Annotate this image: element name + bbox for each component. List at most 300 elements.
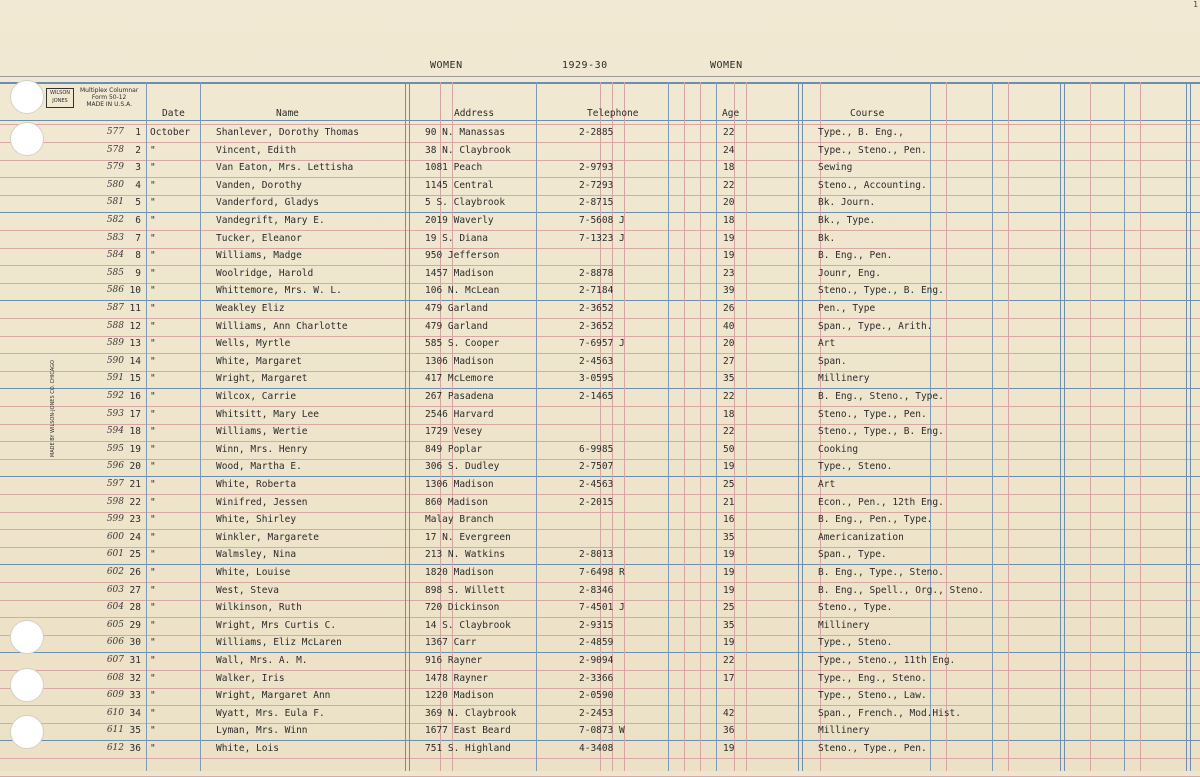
address-cell: 2546 Harvard <box>425 409 494 420</box>
form-line-1: Multiplex Columnar <box>80 87 139 94</box>
line-number: 19 <box>129 444 141 455</box>
date-cell: " <box>150 532 156 543</box>
header-left: WOMEN <box>430 60 463 71</box>
table-row <box>0 303 1200 320</box>
table-row <box>0 356 1200 373</box>
table-row <box>0 338 1200 355</box>
table-row <box>0 409 1200 426</box>
age-cell: 21 <box>723 497 735 508</box>
name-cell: Winifred, Jessen <box>216 497 308 508</box>
date-cell: " <box>150 409 156 420</box>
line-number: 33 <box>129 690 141 701</box>
record-number: 605 <box>106 620 124 630</box>
course-cell: Econ., Pen., 12th Eng. <box>818 497 944 508</box>
course-cell: Steno., Type. <box>818 602 893 613</box>
course-cell: Bk. Journ. <box>818 197 876 208</box>
address-cell: 751 S. Highland <box>425 743 511 754</box>
telephone-cell: 2-4563 <box>579 479 614 490</box>
date-cell: " <box>150 549 156 560</box>
age-cell: 19 <box>723 549 735 560</box>
telephone-cell: 2-4563 <box>579 356 614 367</box>
name-cell: Vanden, Dorothy <box>216 180 302 191</box>
address-cell: 19 S. Diana <box>425 233 488 244</box>
telephone-cell: 2-9094 <box>579 655 614 666</box>
address-cell: 898 S. Willett <box>425 585 506 596</box>
line-number: 10 <box>129 285 141 296</box>
telephone-cell: 2-2015 <box>579 497 614 508</box>
age-cell: 26 <box>723 303 735 314</box>
line-number: 21 <box>129 479 141 490</box>
date-cell: " <box>150 479 156 490</box>
course-cell: B. Eng., Spell., Org., Steno. <box>818 585 984 596</box>
age-cell: 25 <box>723 602 735 613</box>
name-cell: Wright, Mrs Curtis C. <box>216 620 337 631</box>
age-cell: 16 <box>723 514 735 525</box>
age-cell: 20 <box>723 338 735 349</box>
age-cell: 18 <box>723 162 735 173</box>
record-number: 593 <box>106 409 124 419</box>
table-row <box>0 373 1200 390</box>
date-cell: " <box>150 285 156 296</box>
age-cell: 19 <box>723 567 735 578</box>
course-cell: Jounr, Eng. <box>818 268 881 279</box>
line-number: 29 <box>129 620 141 631</box>
telephone-cell: 2-8715 <box>579 197 614 208</box>
name-cell: White, Margaret <box>216 356 302 367</box>
line-number: 30 <box>129 637 141 648</box>
age-cell: 42 <box>723 708 735 719</box>
age-cell: 40 <box>723 321 735 332</box>
table-row <box>0 321 1200 338</box>
telephone-cell: 2-4859 <box>579 637 614 648</box>
table-row <box>0 197 1200 214</box>
record-number: 587 <box>106 303 124 313</box>
line-number: 35 <box>129 725 141 736</box>
record-number: 577 <box>106 127 124 137</box>
line-number: 12 <box>129 321 141 332</box>
address-cell: 479 Garland <box>425 303 488 314</box>
address-cell: 1820 Madison <box>425 567 494 578</box>
date-cell: " <box>150 321 156 332</box>
address-cell: 950 Jefferson <box>425 250 500 261</box>
telephone-cell: 2-8013 <box>579 549 614 560</box>
line-number: 23 <box>129 514 141 525</box>
record-number: 609 <box>106 690 124 700</box>
age-cell: 19 <box>723 743 735 754</box>
table-row <box>0 567 1200 584</box>
table-row <box>0 215 1200 232</box>
age-cell: 18 <box>723 409 735 420</box>
record-number: 580 <box>106 180 124 190</box>
date-cell: " <box>150 497 156 508</box>
address-cell: 1729 Vesey <box>425 426 483 437</box>
age-cell: 19 <box>723 250 735 261</box>
course-cell: Millinery <box>818 725 870 736</box>
course-cell: Steno., Type., B. Eng. <box>818 426 944 437</box>
address-cell: 916 Rayner <box>425 655 483 666</box>
line-number: 5 <box>135 197 141 208</box>
date-cell: " <box>150 268 156 279</box>
address-cell: 860 Madison <box>425 497 488 508</box>
course-cell: Steno., Type., B. Eng. <box>818 285 944 296</box>
address-cell: 1145 Central <box>425 180 494 191</box>
course-cell: Millinery <box>818 620 870 631</box>
telephone-cell: 6-9985 <box>579 444 614 455</box>
table-row <box>0 673 1200 690</box>
maker-note: MADE BY WILSON-JONES CO. CHICAGO <box>50 360 56 458</box>
telephone-cell: 2-7293 <box>579 180 614 191</box>
line-number: 16 <box>129 391 141 402</box>
table-row <box>0 162 1200 179</box>
name-cell: Whittemore, Mrs. W. L. <box>216 285 342 296</box>
address-cell: 720 Dickinson <box>425 602 500 613</box>
date-cell: " <box>150 162 156 173</box>
name-cell: Walmsley, Nina <box>216 549 297 560</box>
date-cell: " <box>150 215 156 226</box>
line-number: 36 <box>129 743 141 754</box>
telephone-cell: 3-0595 <box>579 373 614 384</box>
telephone-cell: 2-9793 <box>579 162 614 173</box>
table-row <box>0 708 1200 725</box>
age-cell: 23 <box>723 268 735 279</box>
telephone-cell: 2-3652 <box>579 321 614 332</box>
name-cell: Walker, Iris <box>216 673 285 684</box>
date-cell: " <box>150 673 156 684</box>
wilson-jones-logo <box>46 88 74 108</box>
record-number: 597 <box>106 479 124 489</box>
table-row <box>0 602 1200 619</box>
line-number: 15 <box>129 373 141 384</box>
table-row <box>0 637 1200 654</box>
name-cell: White, Roberta <box>216 479 297 490</box>
name-cell: Vincent, Edith <box>216 145 297 156</box>
record-number: 602 <box>106 567 124 577</box>
address-cell: 90 N. Manassas <box>425 127 506 138</box>
name-cell: Vanderford, Gladys <box>216 197 319 208</box>
name-cell: Wilkinson, Ruth <box>216 602 302 613</box>
address-cell: 38 N. Claybrook <box>425 145 511 156</box>
line-number: 13 <box>129 338 141 349</box>
age-cell: 22 <box>723 180 735 191</box>
age-cell: 19 <box>723 461 735 472</box>
corner-mark: 1 <box>1193 0 1198 9</box>
date-cell: " <box>150 356 156 367</box>
address-cell: 14 S. Claybrook <box>425 620 511 631</box>
address-cell: 5 S. Claybrook <box>425 197 506 208</box>
telephone-cell: 2-9315 <box>579 620 614 631</box>
name-cell: Wall, Mrs. A. M. <box>216 655 308 666</box>
address-cell: 1220 Madison <box>425 690 494 701</box>
col-header-course: Course <box>850 108 885 119</box>
name-cell: Wyatt, Mrs. Eula F. <box>216 708 325 719</box>
course-cell: Millinery <box>818 373 870 384</box>
course-cell: Bk. <box>818 233 836 244</box>
name-cell: White, Shirley <box>216 514 297 525</box>
record-number: 578 <box>106 145 124 155</box>
name-cell: Winn, Mrs. Henry <box>216 444 308 455</box>
age-cell: 22 <box>723 127 735 138</box>
col-header-age: Age <box>722 108 740 119</box>
address-cell: 479 Garland <box>425 321 488 332</box>
line-number: 24 <box>129 532 141 543</box>
telephone-cell: 2-3366 <box>579 673 614 684</box>
table-row <box>0 285 1200 302</box>
table-row <box>0 743 1200 760</box>
telephone-cell: 2-3652 <box>579 303 614 314</box>
telephone-cell: 2-7184 <box>579 285 614 296</box>
address-cell: 585 S. Cooper <box>425 338 500 349</box>
record-number: 589 <box>106 338 124 348</box>
record-number: 591 <box>106 373 124 383</box>
line-number: 17 <box>129 409 141 420</box>
date-cell: " <box>150 567 156 578</box>
line-number: 28 <box>129 602 141 613</box>
age-cell: 35 <box>723 532 735 543</box>
record-number: 584 <box>106 250 124 260</box>
record-number: 611 <box>106 725 124 735</box>
date-cell: " <box>150 180 156 191</box>
name-cell: Tucker, Eleanor <box>216 233 302 244</box>
line-number: 34 <box>129 708 141 719</box>
age-cell: 22 <box>723 426 735 437</box>
age-cell: 35 <box>723 620 735 631</box>
telephone-cell: 7-0873 W <box>579 725 625 736</box>
course-cell: Type., Steno. <box>818 637 893 648</box>
address-cell: 306 S. Dudley <box>425 461 500 472</box>
record-number: 596 <box>106 461 124 471</box>
col-header-address: Address <box>454 108 495 119</box>
name-cell: Weakley Eliz <box>216 303 285 314</box>
address-cell: 213 N. Watkins <box>425 549 506 560</box>
name-cell: Wright, Margaret Ann <box>216 690 331 701</box>
line-number: 32 <box>129 673 141 684</box>
age-cell: 39 <box>723 285 735 296</box>
course-cell: B. Eng., Pen. <box>818 250 893 261</box>
table-row <box>0 620 1200 637</box>
top-rule <box>0 76 1200 77</box>
line-number: 31 <box>129 655 141 666</box>
course-cell: Cooking <box>818 444 859 455</box>
record-number: 581 <box>106 197 124 207</box>
table-row <box>0 127 1200 144</box>
table-row <box>0 461 1200 478</box>
line-number: 2 <box>135 145 141 156</box>
name-cell: West, Steva <box>216 585 279 596</box>
address-cell: 17 N. Evergreen <box>425 532 511 543</box>
date-cell: " <box>150 655 156 666</box>
age-cell: 19 <box>723 637 735 648</box>
date-cell: " <box>150 690 156 701</box>
record-number: 594 <box>106 426 124 436</box>
course-cell: Pen., Type <box>818 303 876 314</box>
course-cell: Art <box>818 338 836 349</box>
telephone-cell: 2-2885 <box>579 127 614 138</box>
age-cell: 24 <box>723 145 735 156</box>
table-row <box>0 426 1200 443</box>
name-cell: Williams, Eliz McLaren <box>216 637 342 648</box>
form-line-2: Form 50-12 <box>91 94 127 101</box>
name-cell: Whitsitt, Mary Lee <box>216 409 319 420</box>
line-number: 11 <box>129 303 141 314</box>
line-number: 26 <box>129 567 141 578</box>
name-cell: Van Eaton, Mrs. Lettisha <box>216 162 354 173</box>
form-info <box>80 87 138 108</box>
address-cell: 1677 East Beard <box>425 725 511 736</box>
name-cell: Wilcox, Carrie <box>216 391 297 402</box>
header-year: 1929-30 <box>562 60 608 71</box>
line-number: 18 <box>129 426 141 437</box>
date-cell: " <box>150 250 156 261</box>
name-cell: White, Louise <box>216 567 291 578</box>
age-cell: 27 <box>723 356 735 367</box>
line-number: 3 <box>135 162 141 173</box>
col-header-name: Name <box>276 108 299 119</box>
address-cell: 1306 Madison <box>425 479 494 490</box>
age-cell: 20 <box>723 197 735 208</box>
line-number: 4 <box>135 180 141 191</box>
record-number: 606 <box>106 637 124 647</box>
date-cell: " <box>150 585 156 596</box>
record-number: 607 <box>106 655 124 665</box>
line-number: 9 <box>135 268 141 279</box>
age-cell: 25 <box>723 479 735 490</box>
line-number: 1 <box>135 127 141 138</box>
telephone-cell: 2-0590 <box>579 690 614 701</box>
course-cell: Steno., Type., Pen. <box>818 743 927 754</box>
table-row <box>0 180 1200 197</box>
course-cell: Steno., Accounting. <box>818 180 927 191</box>
table-row <box>0 532 1200 549</box>
date-cell: " <box>150 620 156 631</box>
course-cell: Span., French., Mod.Hist. <box>818 708 961 719</box>
name-cell: Woolridge, Harold <box>216 268 314 279</box>
date-cell: October <box>150 127 191 138</box>
address-cell: 1457 Madison <box>425 268 494 279</box>
course-cell: Type., Steno. <box>818 461 893 472</box>
record-number: 599 <box>106 514 124 524</box>
table-row <box>0 725 1200 742</box>
record-number: 588 <box>106 321 124 331</box>
name-cell: Williams, Madge <box>216 250 302 261</box>
record-number: 586 <box>106 285 124 295</box>
name-cell: Williams, Ann Charlotte <box>216 321 348 332</box>
telephone-cell: 2-2453 <box>579 708 614 719</box>
line-number: 27 <box>129 585 141 596</box>
address-cell: 106 N. McLean <box>425 285 500 296</box>
line-number: 25 <box>129 549 141 560</box>
age-cell: 19 <box>723 585 735 596</box>
line-number: 6 <box>135 215 141 226</box>
table-row <box>0 690 1200 707</box>
date-cell: " <box>150 391 156 402</box>
age-cell: 17 <box>723 673 735 684</box>
name-cell: Wright, Margaret <box>216 373 308 384</box>
address-cell: 369 N. Claybrook <box>425 708 517 719</box>
record-number: 601 <box>106 549 124 559</box>
date-cell: " <box>150 197 156 208</box>
date-cell: " <box>150 338 156 349</box>
record-number: 600 <box>106 532 124 542</box>
date-cell: " <box>150 743 156 754</box>
course-cell: Bk., Type. <box>818 215 876 226</box>
date-cell: " <box>150 303 156 314</box>
course-cell: Type., Steno., Pen. <box>818 145 927 156</box>
name-cell: Lyman, Mrs. Winn <box>216 725 308 736</box>
age-cell: 36 <box>723 725 735 736</box>
date-cell: " <box>150 514 156 525</box>
date-cell: " <box>150 233 156 244</box>
record-number: 604 <box>106 602 124 612</box>
record-number: 603 <box>106 585 124 595</box>
record-number: 592 <box>106 391 124 401</box>
address-cell: 1306 Madison <box>425 356 494 367</box>
course-cell: Type., B. Eng., <box>818 127 904 138</box>
telephone-cell: 4-3408 <box>579 743 614 754</box>
col-header-date: Date <box>162 108 185 119</box>
table-row <box>0 585 1200 602</box>
course-cell: Type., Eng., Steno. <box>818 673 927 684</box>
binder-hole <box>10 80 44 114</box>
course-cell: Span., Type., Arith. <box>818 321 933 332</box>
table-row <box>0 444 1200 461</box>
record-number: 590 <box>106 356 124 366</box>
telephone-cell: 7-6957 J <box>579 338 625 349</box>
logo-text: WILSON JONES <box>49 90 71 104</box>
line-number: 22 <box>129 497 141 508</box>
header-right: WOMEN <box>710 60 743 71</box>
course-cell: B. Eng., Steno., Type. <box>818 391 944 402</box>
age-cell: 22 <box>723 655 735 666</box>
age-cell: 50 <box>723 444 735 455</box>
course-cell: Art <box>818 479 836 490</box>
name-cell: Shanlever, Dorothy Thomas <box>216 127 359 138</box>
date-cell: " <box>150 725 156 736</box>
date-cell: " <box>150 373 156 384</box>
date-cell: " <box>150 145 156 156</box>
date-cell: " <box>150 444 156 455</box>
age-cell: 19 <box>723 233 735 244</box>
address-cell: 1478 Rayner <box>425 673 488 684</box>
course-cell: Span., Type. <box>818 549 887 560</box>
table-row <box>0 391 1200 408</box>
course-cell: Type., Steno., 11th Eng. <box>818 655 956 666</box>
telephone-cell: 7-4501 J <box>579 602 625 613</box>
name-cell: White, Lois <box>216 743 279 754</box>
course-cell: B. Eng., Pen., Type. <box>818 514 933 525</box>
record-number: 582 <box>106 215 124 225</box>
line-number: 8 <box>135 250 141 261</box>
telephone-cell: 2-8346 <box>579 585 614 596</box>
name-cell: Vandegrift, Mary E. <box>216 215 325 226</box>
table-row <box>0 497 1200 514</box>
table-row <box>0 233 1200 250</box>
record-number: 585 <box>106 268 124 278</box>
table-row <box>0 250 1200 267</box>
table-row <box>0 268 1200 285</box>
line-number: 14 <box>129 356 141 367</box>
address-cell: 849 Poplar <box>425 444 483 455</box>
date-cell: " <box>150 426 156 437</box>
record-number: 598 <box>106 497 124 507</box>
address-cell: 267 Pasadena <box>425 391 494 402</box>
table-row <box>0 549 1200 566</box>
telephone-cell: 2-1465 <box>579 391 614 402</box>
address-cell: 2019 Waverly <box>425 215 494 226</box>
record-number: 579 <box>106 162 124 172</box>
course-cell: Type., Steno., Law. <box>818 690 927 701</box>
course-cell: B. Eng., Type., Steno. <box>818 567 944 578</box>
course-cell: Americanization <box>818 532 904 543</box>
